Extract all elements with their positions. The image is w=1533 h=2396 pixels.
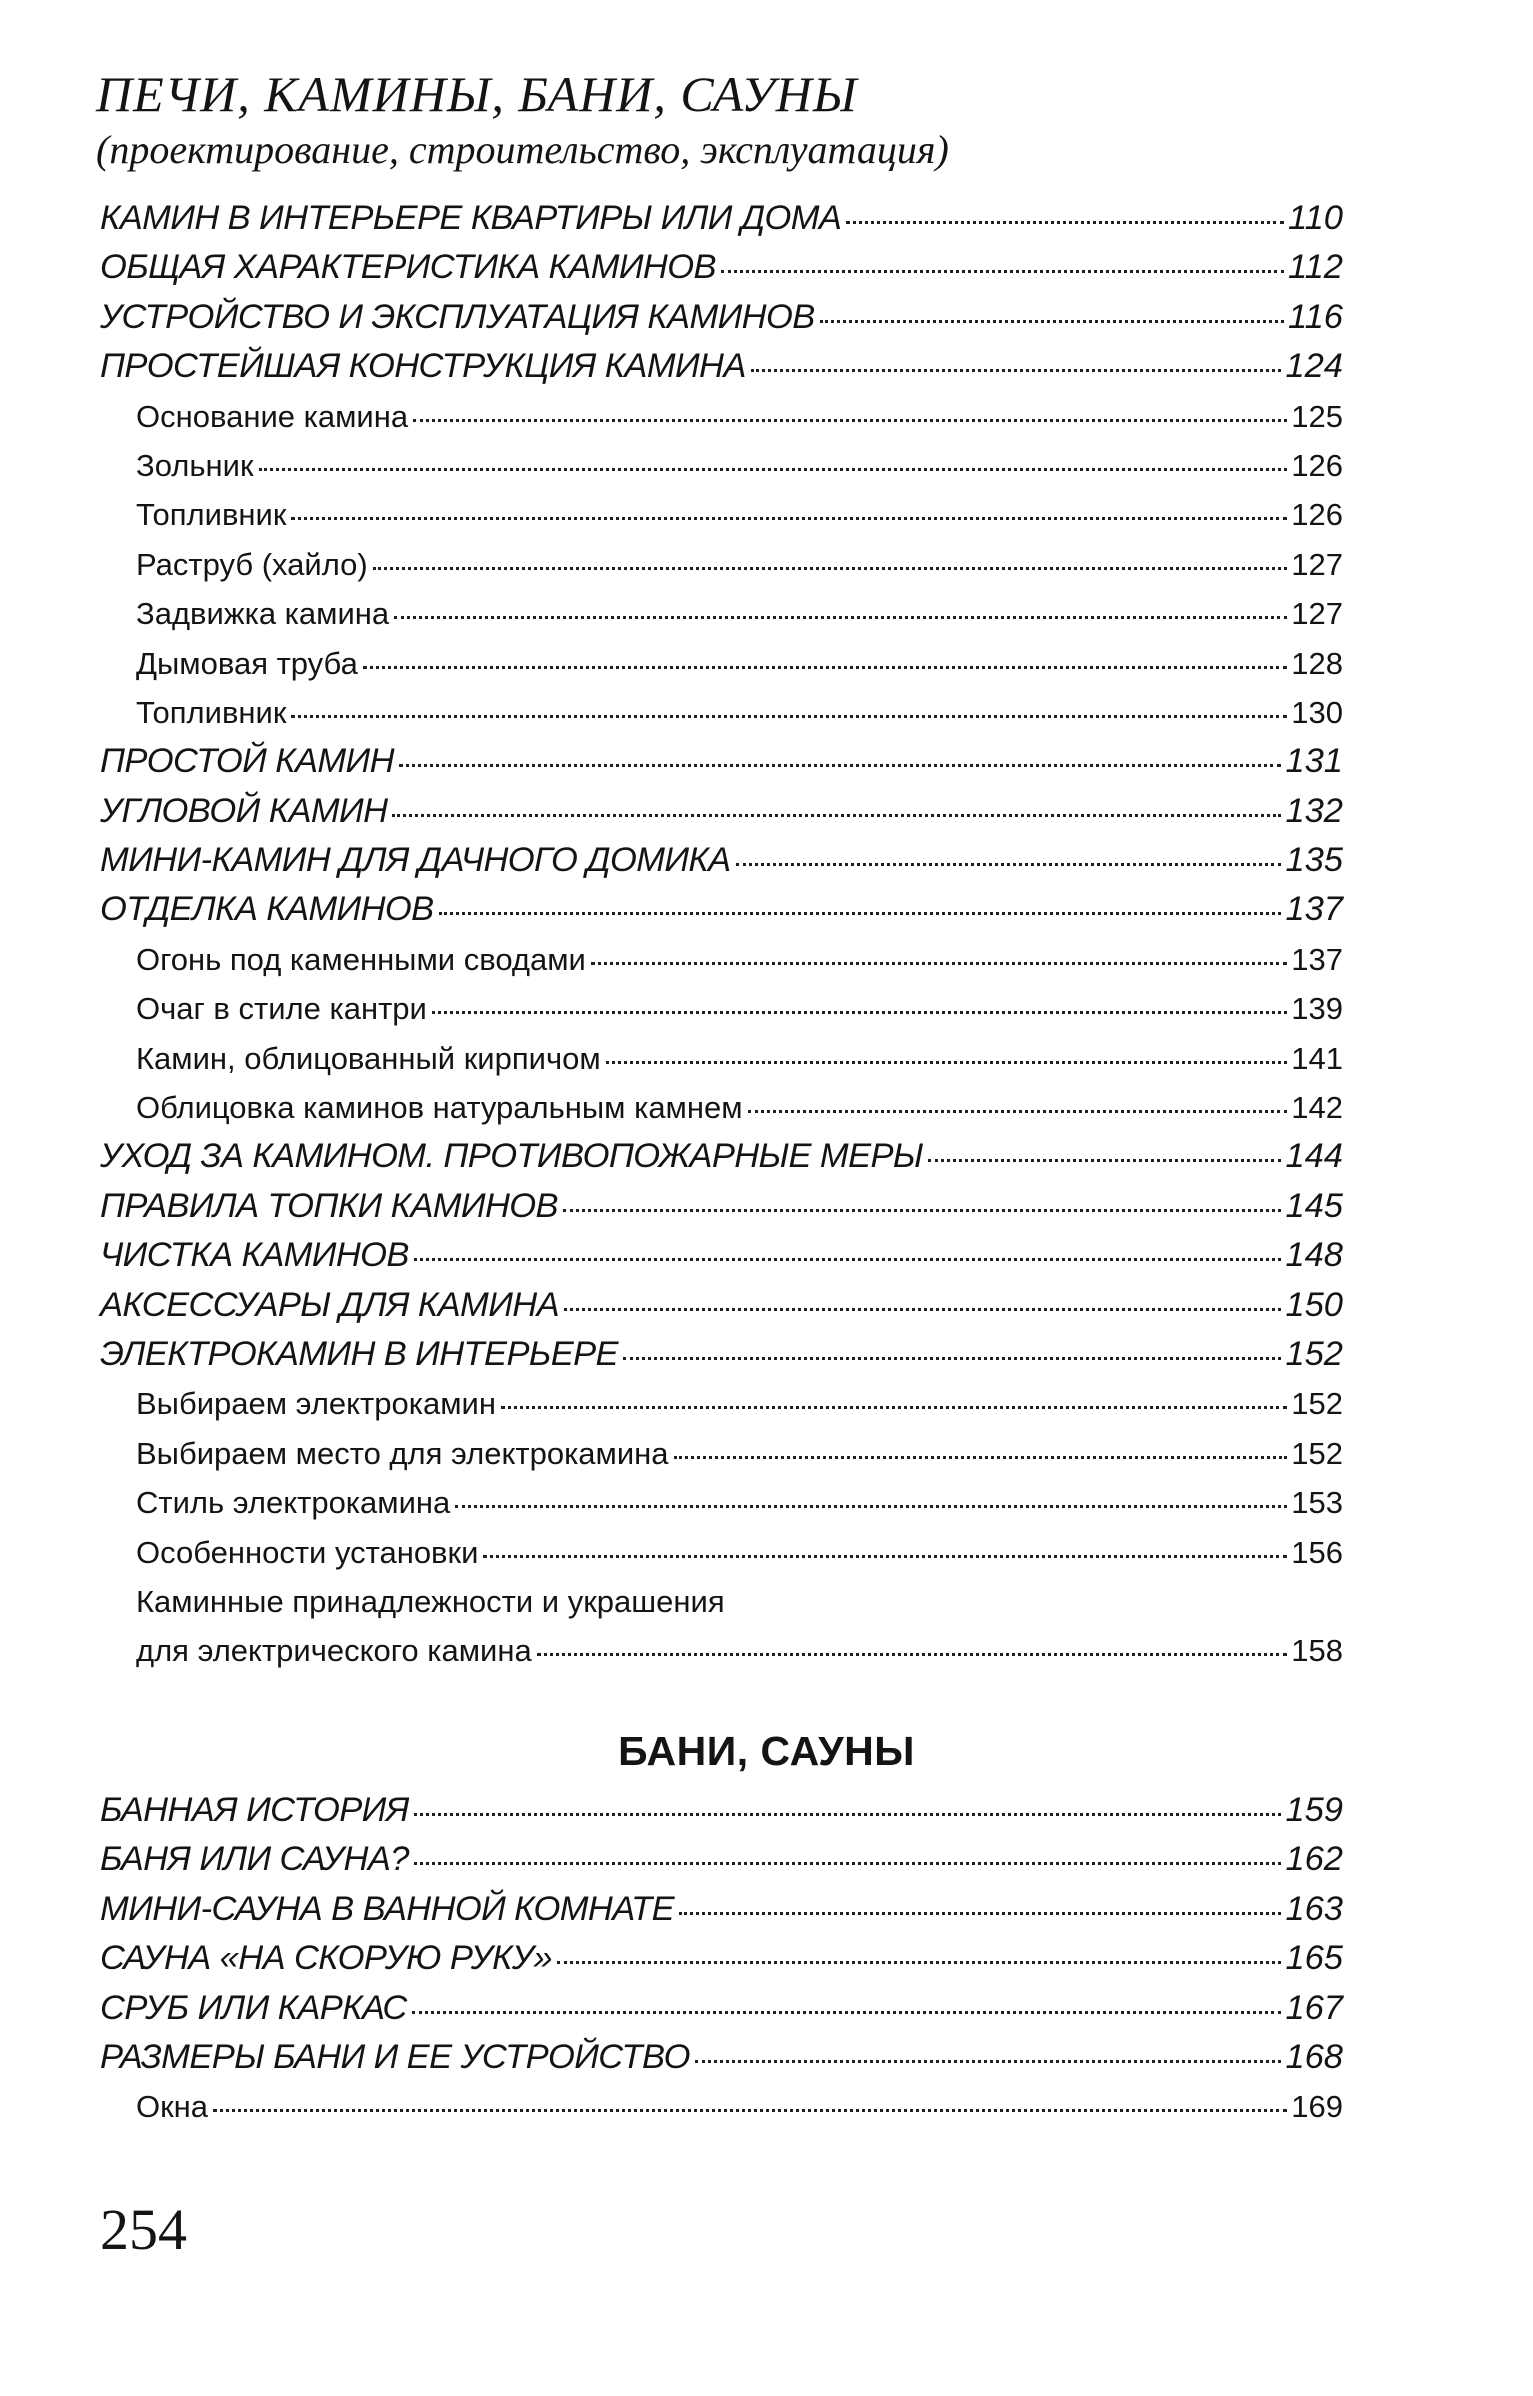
toc-entry-label-line1: Каминные принадлежности и украшения [136,1583,725,1619]
toc-entry-label: ЧИСТКА КАМИНОВ [100,1236,409,1275]
toc-entry-page: 150 [1285,1285,1343,1324]
toc-entry-label: Топливник [136,694,287,730]
section-heading: БАНИ, САУНЫ [618,1728,915,1774]
dot-leader [291,715,1287,718]
toc-subentry[interactable] [100,1429,1343,1478]
book-subtitle: (проектирование, строительство, эксплуатация) [96,127,949,172]
toc-entry-label: ПРАВИЛА ТОПКИ КАМИНОВ [100,1186,558,1225]
dot-leader [259,468,1288,471]
toc-entry-label: Топливник [136,497,287,533]
toc-subentry[interactable] [100,639,1343,688]
toc-entry[interactable] [100,1885,1343,1934]
toc-subentry[interactable] [100,1083,1343,1132]
toc-subentry[interactable] [100,2082,1343,2131]
toc-subentry[interactable] [100,935,1343,984]
toc-entry[interactable] [100,1231,1343,1280]
toc-entry-label-line2: для электрического камина [136,1633,532,1669]
toc-entry-page: 162 [1285,1840,1343,1879]
toc-entry-label: Выбираем электрокамин [136,1386,496,1422]
toc-entry[interactable] [100,243,1343,292]
toc-entry-page: 124 [1285,347,1343,386]
dot-leader [363,666,1287,669]
dot-leader [432,1011,1287,1014]
toc-entry[interactable] [100,836,1343,885]
dot-leader [455,1505,1287,1508]
toc-entry-page: 168 [1285,2037,1343,2076]
toc-entry-label: ОБЩАЯ ХАРАКТЕРИСТИКА КАМИНОВ [100,248,716,287]
toc-subentry[interactable] [100,589,1343,638]
toc-entry-label: МИНИ-САУНА В ВАННОЙ КОМНАТЕ [100,1889,675,1928]
toc-entry-page: 167 [1285,1988,1343,2027]
toc-entry-page: 142 [1291,1090,1343,1126]
dot-leader [439,912,1282,915]
toc-entry-label: Окна [136,2089,209,2125]
dot-leader [392,814,1281,817]
toc-entry-page: 128 [1291,645,1343,681]
toc-entry-page: 130 [1291,694,1343,730]
dot-leader [414,1258,1282,1261]
toc-entry-page: 156 [1291,1534,1343,1570]
dot-leader [483,1555,1287,1558]
toc-entry-page: 139 [1291,991,1343,1027]
dot-leader [820,320,1284,323]
dot-leader [623,1357,1281,1360]
table-of-contents-part-1 [100,194,1343,1676]
dot-leader [751,369,1282,372]
dot-leader [414,1862,1282,1865]
toc-entry[interactable] [100,1835,1343,1884]
toc-entry-page: 159 [1285,1791,1343,1829]
toc-subentry[interactable] [100,1478,1343,1527]
dot-leader [736,863,1282,866]
toc-entry[interactable] [100,1281,1343,1330]
toc-entry[interactable] [100,1786,1343,1835]
toc-entry-page: 137 [1291,941,1343,977]
toc-entry-page: 158 [1291,1633,1343,1669]
toc-entry-label: Огонь под каменными сводами [136,941,586,977]
dot-leader [748,1110,1288,1113]
dot-leader [394,616,1287,619]
toc-subentry[interactable] [100,688,1343,737]
toc-entry-label: АКСЕССУАРЫ ДЛЯ КАМИНА [100,1285,559,1324]
toc-entry-label: КАМИН В ИНТЕРЬЕРЕ КВАРТИРЫ ИЛИ ДОМА [100,199,842,237]
dot-leader [373,567,1288,570]
dot-leader [291,517,1287,520]
dot-leader [721,270,1284,273]
toc-entry-page: 125 [1291,398,1343,434]
toc-entry-page: 110 [1287,199,1343,237]
toc-subentry[interactable] [100,1528,1343,1577]
toc-entry-label: УСТРОЙСТВО И ЭКСПЛУАТАЦИЯ КАМИНОВ [100,297,815,336]
toc-entry-page: 169 [1291,2089,1343,2125]
toc-entry-page: 137 [1285,890,1343,929]
toc-subentry[interactable] [100,441,1343,490]
toc-entry-label: БАНЯ ИЛИ САУНА? [100,1840,409,1879]
page-number: 254 [100,2197,187,2262]
toc-entry-label: Особенности установки [136,1534,479,1570]
toc-entry-label: УХОД ЗА КАМИНОМ. ПРОТИВОПОЖАРНЫЕ МЕРЫ [100,1137,923,1176]
toc-entry-page: 112 [1287,248,1343,287]
toc-entry-page: 141 [1291,1040,1343,1076]
toc-entry-page: 145 [1285,1186,1343,1225]
toc-subentry[interactable] [100,490,1343,539]
toc-entry[interactable] [100,342,1343,391]
dot-leader [674,1456,1288,1459]
toc-entry-page: 165 [1285,1939,1343,1978]
toc-entry-label: Выбираем место для электрокамина [136,1435,669,1471]
dot-leader [564,1308,1281,1311]
toc-entry-page: 152 [1291,1386,1343,1422]
toc-entry-label: Камин, облицованный кирпичом [136,1040,601,1076]
toc-entry-label: БАННАЯ ИСТОРИЯ [100,1791,409,1829]
table-of-contents-part-2 [100,1786,1343,2132]
toc-subentry[interactable] [100,984,1343,1033]
dot-leader [412,2011,1282,2014]
toc-entry[interactable] [100,885,1343,934]
toc-entry-page: 135 [1285,841,1343,880]
toc-entry-label: Стиль электрокамина [136,1485,451,1521]
toc-entry-label: Задвижка камина [136,596,390,632]
toc-entry-label: Облицовка каминов натуральным камнем [136,1090,743,1126]
dot-leader [591,962,1287,965]
toc-entry[interactable] [100,737,1343,786]
toc-entry-label: ПРОСТОЙ КАМИН [100,742,394,781]
toc-subentry[interactable] [100,1577,1343,1676]
toc-entry-page: 148 [1285,1236,1343,1275]
toc-entry-page: 127 [1291,546,1343,582]
dot-leader [413,419,1287,422]
toc-entry[interactable] [100,787,1343,836]
toc-entry-label: Зольник [136,447,254,483]
toc-entry-page: 127 [1291,596,1343,632]
toc-subentry[interactable] [100,1379,1343,1428]
toc-entry[interactable] [100,1182,1343,1231]
toc-entry[interactable] [100,293,1343,342]
toc-entry-page: 163 [1285,1889,1343,1928]
dot-leader [414,1813,1282,1816]
toc-entry-label: ЭЛЕКТРОКАМИН В ИНТЕРЬЕРЕ [100,1334,618,1373]
toc-entry-page: 144 [1285,1137,1343,1176]
dot-leader [557,1961,1282,1964]
toc-entry[interactable] [100,194,1343,243]
dot-leader [846,221,1284,224]
toc-entry-label: Основание камина [136,398,409,434]
toc-subentry[interactable] [100,540,1343,589]
toc-entry-label: МИНИ-КАМИН ДЛЯ ДАЧНОГО ДОМИКА [100,841,731,880]
toc-subentry[interactable] [100,392,1343,441]
toc-entry-label: Очаг в стиле кантри [136,991,427,1027]
toc-entry-page: 152 [1291,1435,1343,1471]
dot-leader [537,1653,1288,1656]
dot-leader [606,1061,1288,1064]
toc-entry[interactable] [100,1934,1343,1983]
dot-leader [213,2109,1287,2112]
toc-entry[interactable] [100,1984,1343,2033]
dot-leader [928,1159,1282,1162]
toc-entry-label: УГЛОВОЙ КАМИН [100,791,388,830]
toc-entry[interactable] [100,2033,1343,2082]
toc-entry-line2 [136,1626,1343,1675]
toc-entry-page: 152 [1285,1334,1343,1373]
toc-entry[interactable] [100,1330,1343,1379]
dot-leader [399,764,1282,767]
toc-entry-page: 132 [1285,791,1343,830]
toc-entry[interactable] [100,1132,1343,1181]
toc-subentry[interactable] [100,1034,1343,1083]
dot-leader [501,1406,1287,1409]
toc-entry-page: 153 [1291,1485,1343,1521]
dot-leader [563,1209,1282,1212]
toc-entry-page: 116 [1287,297,1343,336]
toc-entry-label: СРУБ ИЛИ КАРКАС [100,1988,407,2027]
book-title: ПЕЧИ, КАМИНЫ, БАНИ, САУНЫ [96,66,858,122]
toc-entry-page: 131 [1285,742,1343,781]
dot-leader [695,2060,1282,2063]
toc-entry-page: 126 [1291,447,1343,483]
toc-entry-label: Раструб (хайло) [136,546,368,582]
toc-entry-page: 126 [1291,497,1343,533]
toc-entry-label: САУНА «НА СКОРУЮ РУКУ» [100,1939,552,1978]
toc-entry-label: ПРОСТЕЙШАЯ КОНСТРУКЦИЯ КАМИНА [100,347,746,386]
dot-leader [679,1912,1281,1915]
toc-entry-label: РАЗМЕРЫ БАНИ И ЕЕ УСТРОЙСТВО [100,2037,690,2076]
toc-entry-label: Дымовая труба [136,645,358,681]
toc-entry-label: ОТДЕЛКА КАМИНОВ [100,890,434,929]
